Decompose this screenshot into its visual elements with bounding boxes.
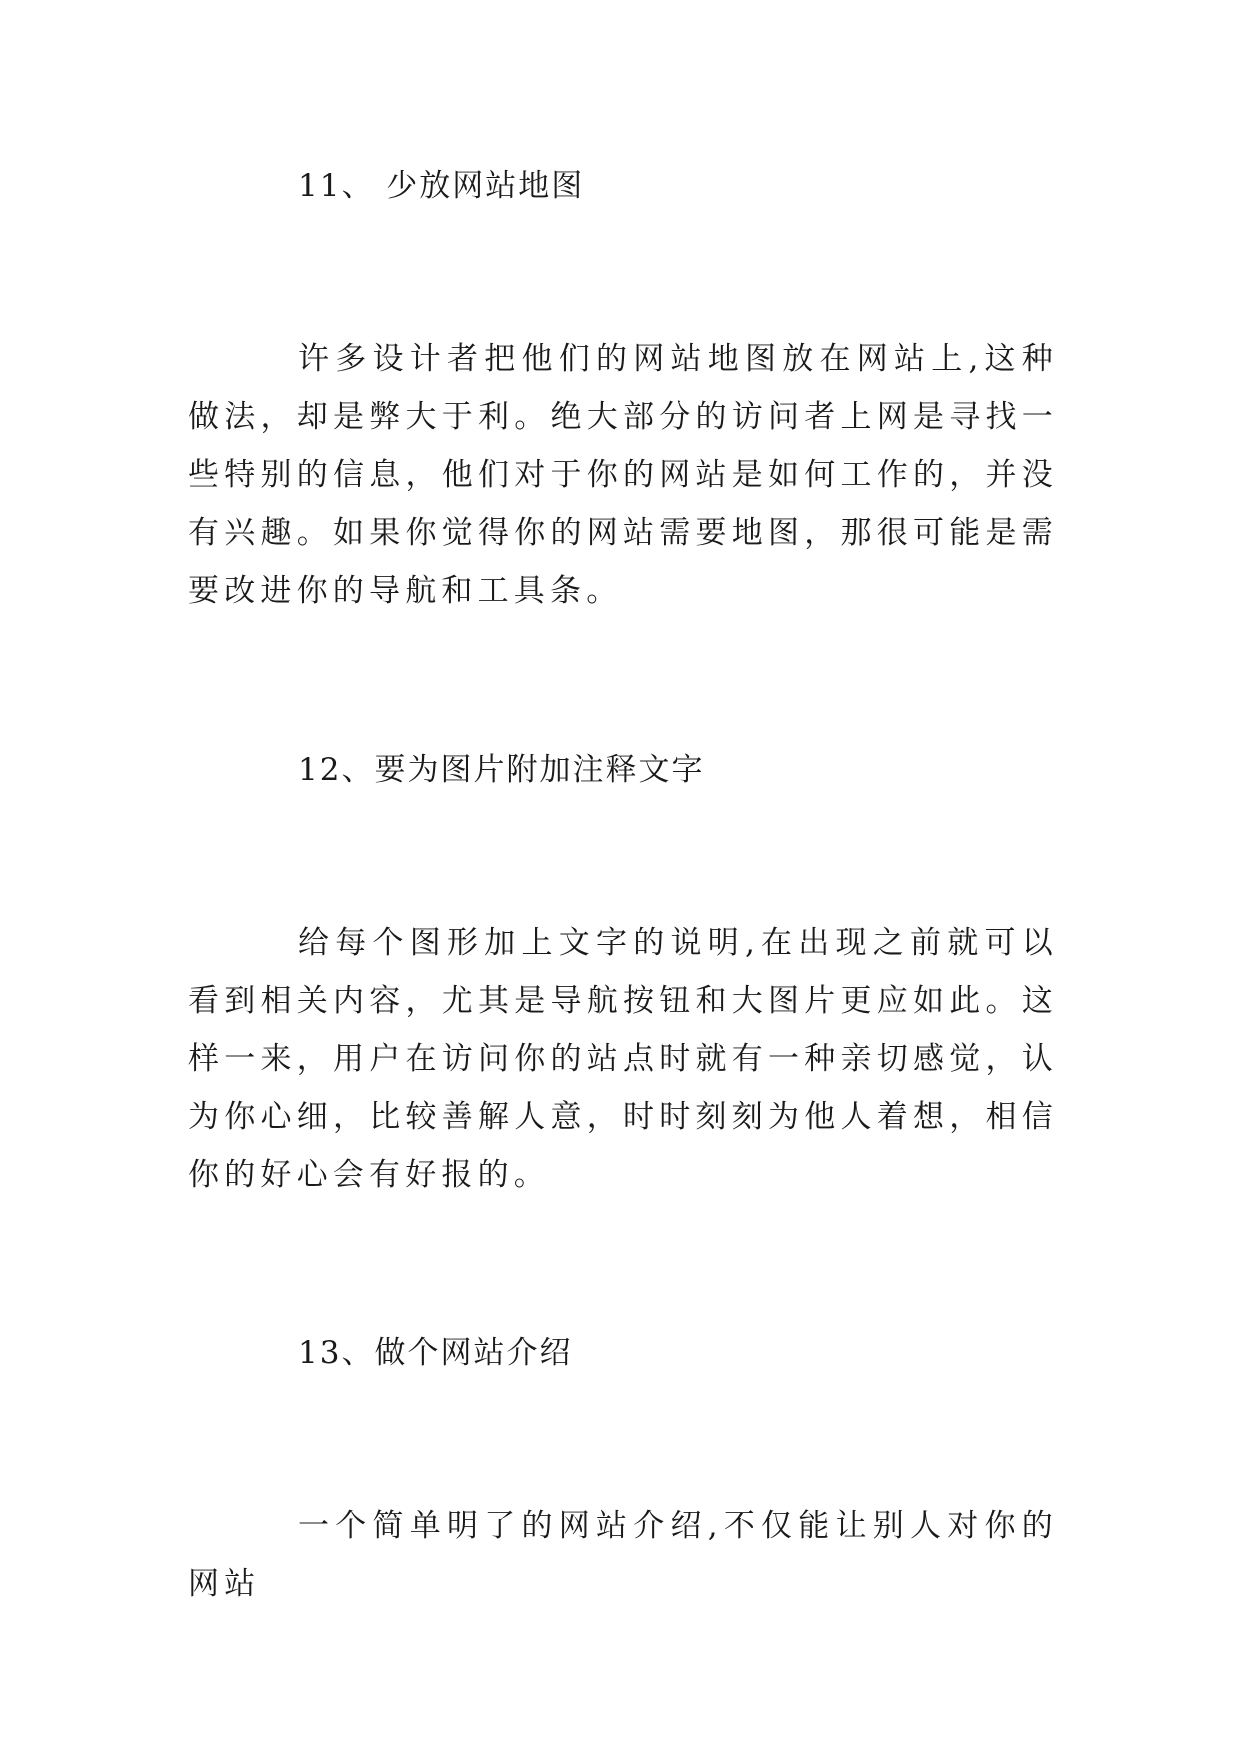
section-heading: 13、做个网站介绍 bbox=[298, 1335, 573, 1371]
section-heading: 12、要为图片附加注释文字 bbox=[298, 752, 705, 788]
section-paragraph: 给每个图形加上文字的说明,在出现之前就可以看到相关内容，尤其是导航按钮和大图片更应如此。这样一来，用户在访问你的站点时就有一种亲切感觉，认为你心细，比较善解人意，时时刻刻为他人着想，相信你的好心会有好报的。 bbox=[188, 925, 1058, 1193]
section-heading: 11、 少放网站地图 bbox=[298, 168, 585, 204]
section-paragraph: 一个简单明了的网站介绍,不仅能让别人对你的网站 bbox=[188, 1508, 1058, 1602]
section-paragraph: 许多设计者把他们的网站地图放在网站上,这种做法，却是弊大于利。绝大部分的访问者上网是寻找一些特别的信息，他们对于你的网站是如何工作的，并没有兴趣。如果你觉得你的网站需要地图，那很可能是需要改进你的导航和工具条。 bbox=[188, 341, 1058, 609]
